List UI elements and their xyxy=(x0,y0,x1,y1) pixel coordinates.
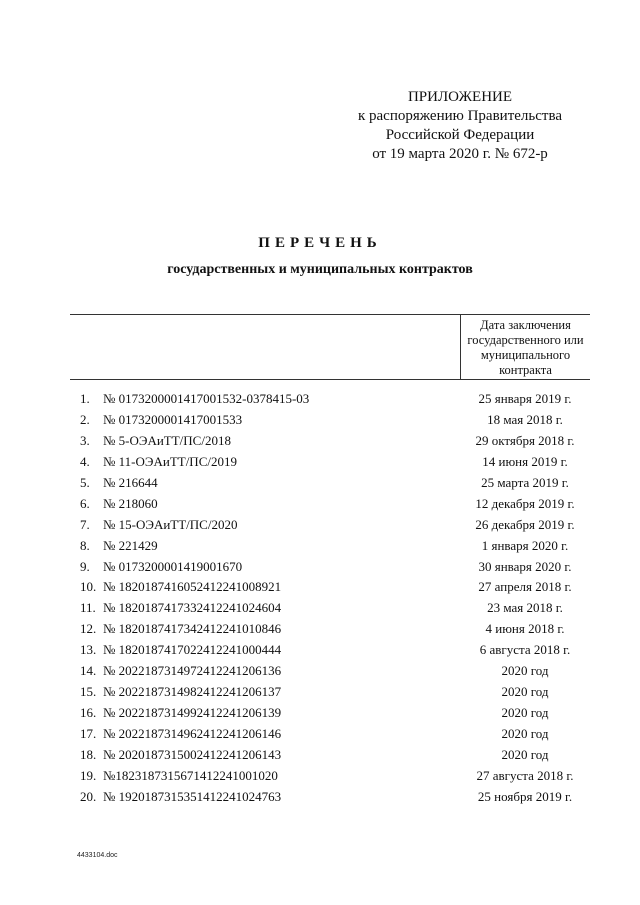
row-number: 3. xyxy=(80,432,90,448)
contract-number: № 221429 xyxy=(103,537,158,553)
contract-date: 6 августа 2018 г. xyxy=(479,642,571,658)
row-number: 1. xyxy=(80,391,90,406)
row-number: 2. xyxy=(80,411,90,427)
row-number: 12. xyxy=(80,621,97,637)
contract-number: № 2022187314992412241206139 xyxy=(103,705,282,721)
contract-date: 2020 год xyxy=(501,684,549,700)
row-number: 13. xyxy=(80,642,97,658)
contract-date: 29 октября 2018 г. xyxy=(475,432,575,448)
row-number: 11. xyxy=(80,600,96,616)
row-number: 14. xyxy=(80,663,97,679)
appendix-block xyxy=(340,88,580,164)
document-title: ПЕРЕЧЕНЬ xyxy=(258,235,382,251)
table-row xyxy=(70,790,590,811)
table-row xyxy=(70,560,590,581)
row-number: 18. xyxy=(80,746,97,762)
contract-date: 25 ноября 2019 г. xyxy=(477,788,573,804)
contract-date: 1 января 2020 г. xyxy=(481,537,569,553)
contract-number: № 2022187314962412241206146 xyxy=(103,726,282,741)
table-row xyxy=(70,539,590,560)
contract-date: 30 января 2020 г. xyxy=(478,558,572,574)
table-row xyxy=(70,685,590,706)
contract-number: № 216644 xyxy=(103,474,158,490)
contract-date: 26 декабря 2019 г. xyxy=(475,516,575,532)
contract-number: № 218060 xyxy=(103,495,158,511)
table-row xyxy=(70,622,590,643)
table-row xyxy=(70,769,590,790)
contract-number: № 2022187314972412241206136 xyxy=(103,663,282,679)
contract-number: № 15-ОЭАиТТ/ПС/2020 xyxy=(103,516,238,532)
contract-number: № 0173200001419001670 xyxy=(103,558,243,574)
file-name-footer: 4433104.doc xyxy=(77,852,118,859)
contract-date: 2020 год xyxy=(501,726,549,741)
contract-number: № 0173200001417001532-0378415-03 xyxy=(103,391,310,406)
row-number: 10. xyxy=(80,579,97,595)
contract-date: 2020 год xyxy=(501,705,549,721)
row-number: 6. xyxy=(80,495,90,511)
contracts-table xyxy=(70,392,590,811)
contract-date: 12 декабря 2019 г. xyxy=(475,495,575,511)
contract-date: 27 апреля 2018 г. xyxy=(478,579,572,595)
contract-number: № 11-ОЭАиТТ/ПС/2019 xyxy=(103,453,237,469)
appendix-date-line: от 19 марта 2020 г. № 672-р xyxy=(372,146,548,162)
appendix-heading: ПРИЛОЖЕНИЕ xyxy=(407,89,513,105)
contract-number: № 1820187416052412241008921 xyxy=(103,579,282,595)
table-row xyxy=(70,706,590,727)
row-number: 5. xyxy=(80,474,90,490)
table-row xyxy=(70,497,590,518)
contract-date: 23 мая 2018 г. xyxy=(487,600,563,616)
date-column-header: Дата заключения государственного или муниципального контракта xyxy=(460,315,590,379)
table-row xyxy=(70,392,590,413)
appendix-line: Российской Федерации xyxy=(385,127,535,143)
contract-date: 4 июня 2018 г. xyxy=(485,621,565,637)
row-number: 16. xyxy=(80,705,97,721)
document-subtitle: государственных и муниципальных контрактов xyxy=(167,262,473,277)
row-number: 19. xyxy=(80,767,97,783)
contract-number: №1823187315671412241001020 xyxy=(103,767,278,783)
contract-date: 14 июня 2019 г. xyxy=(482,453,568,469)
table-row xyxy=(70,727,590,748)
table-row xyxy=(70,455,590,476)
row-number: 4. xyxy=(80,453,90,469)
contract-number: № 1820187417022412241000444 xyxy=(103,642,282,658)
table-header xyxy=(70,314,590,380)
table-row xyxy=(70,476,590,497)
contract-number: № 2022187314982412241206137 xyxy=(103,684,282,700)
row-number: 20. xyxy=(80,788,97,804)
contract-date: 2020 год xyxy=(501,746,549,762)
row-number: 9. xyxy=(80,558,90,574)
contract-date: 25 марта 2019 г. xyxy=(481,474,569,490)
contract-date: 2020 год xyxy=(501,663,549,679)
table-row xyxy=(70,643,590,664)
table-row xyxy=(70,413,590,434)
table-row xyxy=(70,434,590,455)
appendix-line: к распоряжению Правительства xyxy=(357,108,562,124)
contract-date: 25 января 2019 г. xyxy=(478,391,572,406)
contract-number: № 2020187315002412241206143 xyxy=(103,746,282,762)
table-row xyxy=(70,748,590,769)
table-row xyxy=(70,601,590,622)
contract-number: № 1920187315351412241024763 xyxy=(103,788,282,804)
contract-date: 18 мая 2018 г. xyxy=(487,411,563,427)
row-number: 15. xyxy=(80,684,97,700)
contract-number: № 0173200001417001533 xyxy=(103,411,243,427)
row-number: 7. xyxy=(80,516,90,532)
contract-number: № 5-ОЭАиТТ/ПС/2018 xyxy=(103,432,231,448)
contract-number: № 1820187417342412241010846 xyxy=(103,621,282,637)
row-number: 17. xyxy=(80,726,97,741)
contract-date: 27 августа 2018 г. xyxy=(476,767,574,783)
row-number: 8. xyxy=(80,537,90,553)
table-row xyxy=(70,664,590,685)
table-row xyxy=(70,518,590,539)
contract-number: № 1820187417332412241024604 xyxy=(103,600,282,616)
table-row xyxy=(70,580,590,601)
